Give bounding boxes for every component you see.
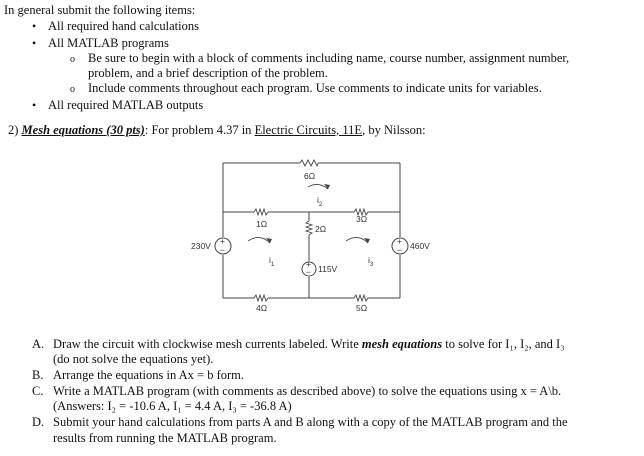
svg-text:+: +	[306, 259, 311, 269]
label-i3: $i_3$	[368, 255, 374, 268]
label-i1: $i_1$	[269, 255, 275, 268]
label-i2: $i_2$	[317, 195, 323, 208]
intro-item: All required hand calculations	[48, 19, 199, 33]
sub-item-line: Be sure to begin with a block of comments including name, course number, assignment number,	[88, 51, 570, 65]
problem-heading	[8, 123, 426, 138]
label-6ohm: 6Ω	[304, 171, 316, 181]
svg-text:+: +	[397, 236, 402, 246]
intro-heading: In general submit the following items:	[4, 3, 196, 17]
label-4ohm: 4Ω	[256, 303, 268, 313]
task-c-line2: (Answers: I₂ = -10.6 A, I₁ = 4.4 A, I₃ = -36.8 A)	[53, 399, 292, 413]
label-2ohm: 2Ω	[315, 224, 327, 234]
task-a-line1: Draw the circuit with clockwise mesh currents labeled. Write mesh equations to solve for I₁, I₂, and I₃	[53, 337, 565, 351]
problem-text: For problem 4.37 in	[151, 123, 252, 137]
bullet-icon: •	[32, 36, 37, 50]
label-460v: 460V	[410, 241, 430, 251]
label-115v: 115V	[318, 264, 338, 274]
problem-number: 2)	[8, 123, 19, 137]
problem-title: Mesh equations (30 pts)	[21, 123, 145, 137]
circuit-diagram	[180, 155, 440, 320]
label-5ohm: 5Ω	[356, 303, 368, 313]
label-1ohm: 1Ω	[256, 219, 268, 229]
task-letter: A.	[32, 337, 45, 351]
task-letter: B.	[32, 368, 44, 382]
label-3ohm: 3Ω	[356, 214, 368, 224]
svg-text:+: +	[220, 236, 225, 246]
svg-text:−: −	[220, 245, 225, 255]
task-letter: C.	[32, 384, 44, 398]
bullet-icon: •	[32, 19, 37, 33]
book-title: Electric Circuits, 11E	[254, 123, 363, 137]
task-b-line1: Arrange the equations in Ax = b form.	[53, 368, 245, 382]
task-d-line2: results from running the MATLAB program.	[53, 431, 277, 445]
bullet-icon: •	[32, 98, 37, 112]
sub-item-line: problem, and a brief description of the problem.	[88, 66, 328, 80]
sub-item-line: Include comments throughout each program. Use comments to indicate units for variables.	[88, 81, 542, 95]
mesh-equations-emphasis: mesh equations	[361, 337, 443, 351]
task-letter: D.	[32, 415, 45, 429]
intro-item: All required MATLAB outputs	[48, 98, 204, 112]
problem-text-after: , by Nilsson:	[362, 123, 426, 137]
label-230v: 230V	[191, 241, 211, 251]
circle-bullet-icon: o	[70, 84, 75, 95]
task-a-line2: (do not solve the equations yet).	[53, 352, 214, 366]
task-c-line1: Write a MATLAB program (with comments as described above) to solve the equations using x = A\b.	[53, 384, 562, 398]
intro-item: All MATLAB programs	[48, 36, 169, 50]
svg-text:−: −	[397, 245, 402, 255]
problem-colon: :	[144, 123, 149, 137]
svg-text:−: −	[306, 267, 311, 277]
circle-bullet-icon: o	[70, 54, 75, 65]
task-d-line1: Submit your hand calculations from parts A and B along with a copy of the MATLAB program and the	[53, 415, 568, 429]
